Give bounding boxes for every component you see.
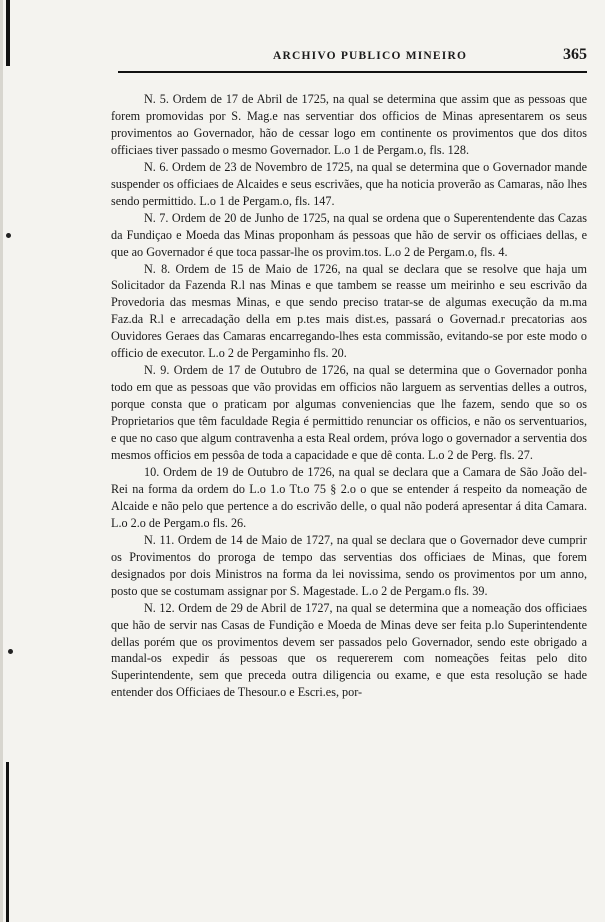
entry-paragraph: N. 7. Ordem de 20 de Junho de 1725, na qual se ordena que o Superentendente das Cazas da Fundiçao e Moeda das Minas proponham ás pessoas que hão de servir os officiaes dellas, e que ao Governador é que toca passar-lhe os provim.tos. L.o 2 de Pergam.o, fls. 4. — [111, 210, 587, 259]
header-rule — [118, 71, 587, 73]
running-title: ARCHIVO PUBLICO MINEIRO — [273, 50, 468, 62]
page-header — [118, 46, 587, 74]
entry-paragraph: N. 11. Ordem de 14 de Maio de 1727, na qual se declara que o Governador deve cumprir os Provimentos do proroga de tempo das serventias dos officiaes de Minas, que forem designados por dois Ministros na forma da lei novissima, sendo os provimentos por um anno, posto que se costumam assignar por S. Magestade. L.o 2 de Pergam.o fls. 39. — [111, 532, 587, 598]
page-number: 365 — [563, 46, 587, 63]
margin-dot — [6, 233, 11, 238]
body-text — [111, 91, 587, 701]
entry-paragraph: 10. Ordem de 19 de Outubro de 1726, na qual se declara que a Camara de São João del-Rei na forma da ordem do L.o 1.o Tt.o 75 § 2.o o que se entender á respeito da nomeação de Alcaide e não pelo que pertence a do escrivão delle, o qual não poderá apresentar á dita Camara. L.o 2.o de Pergam.o fls. 26. — [111, 464, 587, 530]
entry-paragraph: N. 8. Ordem de 15 de Maio de 1726, na qual se declara que se resolve que haja um Solicitador da Fazenda R.l nas Minas e que tambem se reasse um meirinho e seu escrivão da Provedoria das mesmas Minas, e que sendo preciso tratar-se de algumas execução da m.ma Faz.da R.l e arrecadação della em p.tes mais dist.es, passará o Governad.r precatorias aos Ouvidores Geraes das Camaras encarregando-lhes esta commissão, evitando-se por este modo o officio de executor. L.o 2 de Pergaminho fls. 20. — [111, 261, 587, 361]
margin-mark — [6, 762, 9, 922]
entry-paragraph: N. 6. Ordem de 23 de Novembro de 1725, na qual se determina que o Governador mande suspender os officiaes de Alcaides e seus escrivães, que ha noticia proverão as Camaras, não lhes sendo permittido. L.o 1 de Pergam.o, fls. 147. — [111, 159, 587, 208]
margin-mark — [6, 0, 10, 66]
entry-paragraph: N. 9. Ordem de 17 de Outubro de 1726, na qual se determina que o Governador ponha todo em que as pessoas que vão providas em officios não larguem as serventias delles a outros, porque consta que o praticam por algumas conveniencias que lhe fazem, sendo que so os Proprietarios que têm faculdade Regia é permittido renunciar os officios, e não os serventuarios, e que no caso que algum contravenha a esta Real ordem, próva logo o governador a serventia dos mesmos officios em pessôa de toda a capacidade e que dê conta. L.o 2 de Perg. fls. 27. — [111, 363, 587, 463]
page-edge-shadow — [0, 0, 3, 922]
entry-paragraph: N. 12. Ordem de 29 de Abril de 1727, na qual se determina que a nomeação dos officiaes que hão de servir nas Casas de Fundição e Moeda de Minas deve ser feita p.lo Superintendente dellas porém que os provimentos devem ser passados pelo Governador, sendo este obrigado a mandal-os expedir ás pessoas que os requererem com nomeações feitas pelo dito Superintendente, sem que preceda outra diligencia ou exame, e que esta resolução se hade entender dos Officiaes de Thesour.o e Escri.es, por- — [111, 600, 587, 700]
margin-dot — [8, 649, 13, 654]
entry-paragraph: N. 5. Ordem de 17 de Abril de 1725, na qual se determina que assim que as pessoas que forem promovidas por S. Mag.e nas serventiar dos officios de Minas apresentarem os seus provimentos ao Governador, hão de cessar logo em continente os provimentos que dos ditos officiaes tiver passado o mesmo Governador. L.o 1 de Pergam.o, fls. 128. — [111, 92, 587, 157]
